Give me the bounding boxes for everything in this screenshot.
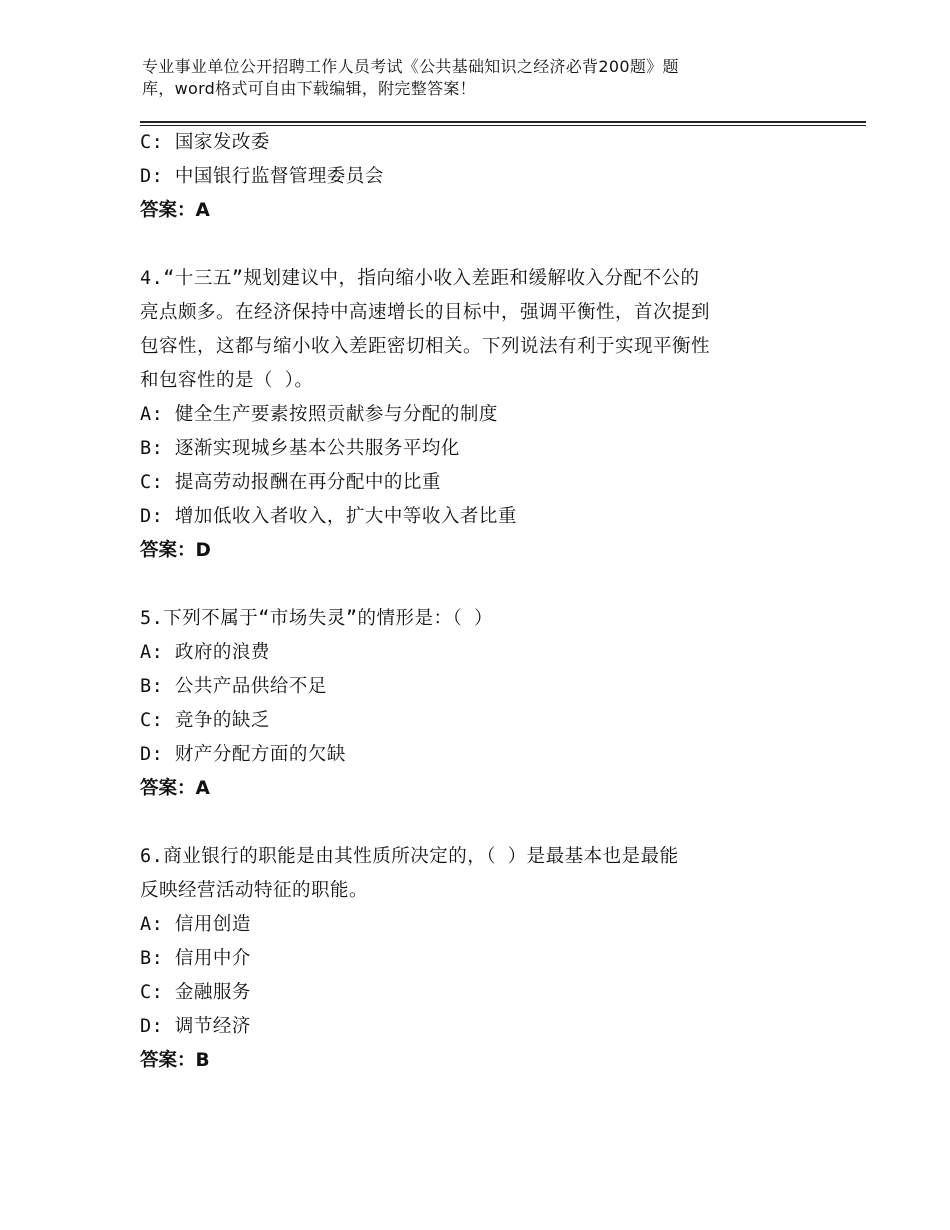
q4-option-c: C: 提高劳动报酬在再分配中的比重: [140, 472, 441, 493]
question-6: [140, 840, 820, 1078]
q3-option-c: C: 国家发改委: [140, 132, 270, 153]
q6-option-c: C: 金融服务: [140, 982, 251, 1003]
question-5: [140, 602, 820, 806]
spacer: [140, 568, 820, 602]
question-3-tail: [140, 126, 820, 228]
q5-answer: 答案：A: [140, 778, 210, 799]
q5-option-c: C: 竞争的缺乏: [140, 710, 270, 731]
document-header: [142, 56, 782, 100]
header-divider-thick: [140, 121, 866, 123]
q6-stem-line-2: 反映经营活动特征的职能。: [140, 880, 369, 901]
question-list: [140, 126, 820, 1078]
spacer: [140, 228, 820, 262]
q6-answer: 答案：B: [140, 1050, 210, 1071]
q3-option-d: D: 中国银行监督管理委员会: [140, 166, 384, 187]
q6-option-a: A: 信用创造: [140, 914, 251, 935]
q4-option-d: D: 增加低收入者收入，扩大中等收入者比重: [140, 506, 517, 527]
q4-stem-line-1: 4.“十三五”规划建议中，指向缩小收入差距和缓解收入分配不公的: [140, 268, 700, 289]
question-4: [140, 262, 820, 568]
q5-option-b: B: 公共产品供给不足: [140, 676, 327, 697]
q5-stem-line-1: 5.下列不属于“市场失灵”的情形是：（ ）: [140, 608, 493, 629]
q5-option-d: D: 财产分配方面的欠缺: [140, 744, 346, 765]
spacer: [140, 806, 820, 840]
q4-stem-line-4: 和包容性的是（ ）。: [140, 370, 314, 391]
q5-option-a: A: 政府的浪费: [140, 642, 270, 663]
q6-option-d: D: 调节经济: [140, 1016, 251, 1037]
q3-answer: 答案：A: [140, 200, 210, 221]
q6-stem-line-1: 6.商业银行的职能是由其性质所决定的，（ ）是最基本也是最能: [140, 846, 679, 867]
q4-answer: 答案：D: [140, 540, 211, 561]
q4-stem-line-2: 亮点颇多。在经济保持中高速增长的目标中，强调平衡性，首次提到: [140, 302, 711, 323]
q4-stem-line-3: 包容性，这都与缩小收入差距密切相关。下列说法有利于实现平衡性: [140, 336, 711, 357]
q4-option-b: B: 逐渐实现城乡基本公共服务平均化: [140, 438, 460, 459]
q6-option-b: B: 信用中介: [140, 948, 251, 969]
header-title-line-2: 库，word格式可自由下载编辑，附完整答案！: [142, 79, 476, 98]
header-title-line-1: 专业事业单位公开招聘工作人员考试《公共基础知识之经济必背200题》题: [142, 57, 679, 76]
q4-option-a: A: 健全生产要素按照贡献参与分配的制度: [140, 404, 498, 425]
